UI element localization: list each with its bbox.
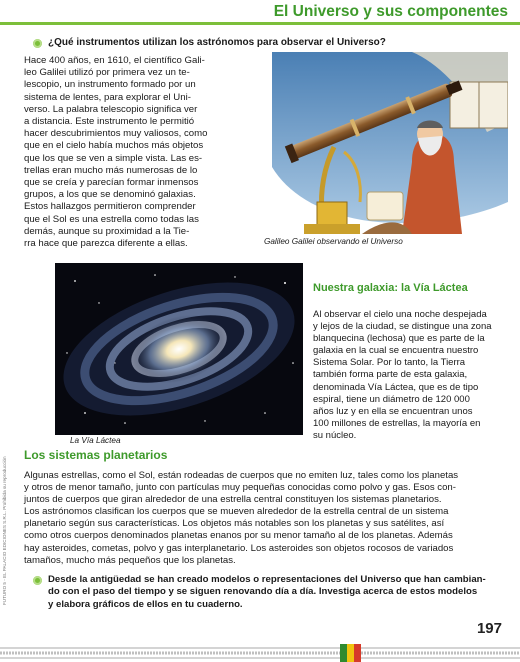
text-line: galaxia en la cual se encuentra nuestro [313,345,479,357]
text-line: sistema de lentes, para explorar el Uni- [24,91,191,103]
text-line: Desde la antigüedad se han creado modelos o representaciones del Universo que han cambian- [48,574,486,585]
galaxy-paragraph [313,309,509,442]
text-line: denominada Vía Láctea, que es de tipo [313,381,479,393]
text-line: planetario según sus características. Los objetos más notables son los planetas y sus satélites, así [24,518,445,530]
page-title: El Universo y sus componentes [273,3,508,20]
footer-border [0,644,520,662]
text-line: tamaños, mucho más pequeños que los planetas. [24,554,236,566]
green-bullet-icon [33,576,42,585]
text-line: que los que se ven a simple vista. Las es- [24,152,203,164]
activity-text [48,574,510,611]
text-line: verso. La palabra telescopio significa ver [24,103,198,115]
text-line: hacer descubrimientos muy valiosos, como [24,128,208,140]
text-line: a distancia. Este instrumento le permitió [24,116,195,128]
text-line: Algunas estrellas, como el Sol, están rodeadas de cuerpos que no emiten luz, tales como los planetas [24,470,459,481]
text-line: rra hace que parezca diferente a ellas. [24,238,188,250]
galileo-caption: Galileo Galilei observando el Universo [264,237,403,246]
text-line: hay asteroides, cometas, polvo y gas interplanetario. Los asteroides son objetos rocosos de variados [24,542,454,554]
text-line: Hace 400 años, en 1610, el científico Gali- [24,55,205,66]
text-line: juntos de cuerpos que giran alrededor de una estrella central constituyen los sistemas planetarios. [24,494,442,506]
text-line: leo Galilei utilizó por primera vez un te- [24,67,190,79]
text-line: espiral, tiene un diámetro de 120 000 [313,393,470,405]
text-line: y lejos de la ciudad, se distingue una zona [313,321,492,333]
text-line: que en el cielo había muchos más objetos [24,140,204,152]
green-bullet-icon [33,39,42,48]
text-line: su núcleo. [313,429,357,441]
text-line: como otros cuerpos denominados planetas enanos por su menor tamaño al de los planetas. Además [24,530,453,542]
text-line: 100 millones de estrellas, la mayoría en [313,417,481,429]
section-question: ¿Qué instrumentos utilizan los astrónomos para observar el Universo? [48,37,386,48]
text-line: y otros de menor tamaño, junto con partículas muy pequeñas conocidas como polvo y gas. Esos con- [24,482,456,494]
text-line: Estos hallazgos permitieron comprender [24,201,196,213]
text-line: demás, aunque su proximidad a la Tie- [24,225,190,237]
page-number: 197 [476,620,502,637]
section-heading-planetary: Los sistemas planetarios [24,448,168,462]
text-line: lescopio, un instrumento formado por un [24,79,196,91]
galileo-illustration [262,52,508,234]
section-heading-galaxy: Nuestra galaxia: la Vía Láctea [313,282,468,294]
milky-way-caption: La Vía Láctea [70,436,121,445]
text-line: que se creía y parecían formar inmensos [24,177,199,189]
text-line: Sistema Solar. Por lo tanto, la Tierra [313,357,466,369]
text-line: blanquecina (lechosa) que es parte de la [313,333,485,345]
text-line: también forma parte de esta galaxia, [313,369,468,381]
intro-paragraph [24,55,250,250]
text-line: y elabora gráficos de ellos en tu cuaderno. [48,598,243,610]
text-line: trellas eran mucho más numerosas de lo [24,164,198,176]
text-line: que el Sol es una estrella como todas las [24,213,199,225]
text-line: Los astrónomos clasifican los cuerpos que se mueven alrededor de la estrella central de un sistema [24,506,449,518]
text-line: años luz y en ella se encuentran unos [313,405,473,417]
text-line: Al observar el cielo una noche despejada [313,309,487,320]
planetary-paragraph [24,470,510,567]
text-line: grupos, a los que se denominó galaxias. [24,189,196,201]
page-header [0,0,520,26]
header-stripe [0,22,520,25]
milky-way-image [55,263,303,435]
copyright-side-note: FUTURO 5 - EL PALACIO EDICIONES S.R.L. Prohibida su reproducción [2,456,7,605]
text-line: do con el paso del tiempo y se siguen renovando día a día. Investiga acerca de estos modelos [48,586,478,598]
